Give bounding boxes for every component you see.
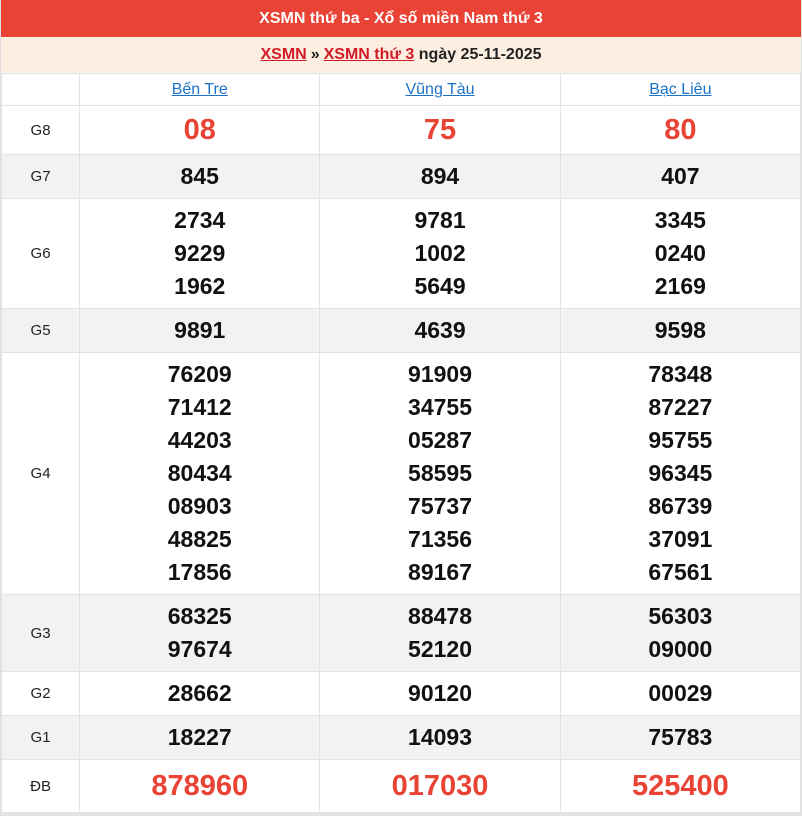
prize-number: 34755 <box>408 394 473 420</box>
prize-number: 68325 <box>167 603 232 629</box>
prize-cell <box>80 353 320 595</box>
prize-label: G7 <box>2 155 80 199</box>
prize-number: 2169 <box>654 273 706 299</box>
prize-cell <box>560 595 800 672</box>
prize-number: 5649 <box>414 273 466 299</box>
prize-cell <box>80 672 320 716</box>
prize-number: 9229 <box>174 240 226 266</box>
prize-number: 9598 <box>654 317 706 343</box>
breadcrumb-separator: » <box>310 46 320 63</box>
prize-label: G3 <box>2 595 80 672</box>
prize-number: 86739 <box>648 493 713 519</box>
prize-cell <box>560 155 800 199</box>
prize-number: 71356 <box>408 526 473 552</box>
prize-cell <box>80 716 320 760</box>
prize-row-g4 <box>2 353 801 595</box>
prize-number: 88478 <box>408 603 473 629</box>
prize-number: 17856 <box>167 559 232 585</box>
prize-number: 09000 <box>648 636 713 662</box>
prize-number: 95755 <box>648 427 713 453</box>
prize-cell <box>320 106 560 155</box>
prize-number: 1002 <box>414 240 466 266</box>
prize-row-g5 <box>2 309 801 353</box>
prize-cell <box>320 199 560 309</box>
prize-number: 75 <box>423 113 457 146</box>
prize-number: 14093 <box>408 724 473 750</box>
prize-label: G5 <box>2 309 80 353</box>
prize-label: ĐB <box>2 760 80 813</box>
prize-number: 28662 <box>167 680 232 706</box>
prize-number: 80 <box>664 113 697 146</box>
prize-cell <box>320 760 560 813</box>
prize-number: 0240 <box>654 240 706 266</box>
prize-cell <box>560 309 800 353</box>
prize-label: G6 <box>2 199 80 309</box>
province-link-bac-lieu[interactable]: Bạc Liêu <box>649 80 712 98</box>
prize-cell <box>80 595 320 672</box>
prize-number: 80434 <box>167 460 232 486</box>
prize-number: 97674 <box>167 636 232 662</box>
prize-number: 1962 <box>174 273 226 299</box>
prize-cell <box>320 716 560 760</box>
breadcrumb-link-xsmn-thu-3[interactable]: XSMN thứ 3 <box>323 46 415 63</box>
prize-number-special: 525400 <box>631 769 729 802</box>
page-title: XSMN thứ ba - Xổ số miền Nam thứ 3 <box>1 0 801 37</box>
prize-cell <box>320 672 560 716</box>
prize-number: 48825 <box>167 526 232 552</box>
prize-number: 37091 <box>648 526 713 552</box>
prize-number: 52120 <box>408 636 473 662</box>
prize-number: 76209 <box>167 361 232 387</box>
prize-number: 08 <box>183 113 216 146</box>
prize-number: 9891 <box>174 317 226 343</box>
prize-number: 3345 <box>654 207 706 233</box>
prize-label: G2 <box>2 672 80 716</box>
prize-label: G1 <box>2 716 80 760</box>
prize-number: 90120 <box>408 680 473 706</box>
breadcrumb-link-xsmn[interactable]: XSMN <box>260 46 307 63</box>
prize-number: 18227 <box>167 724 232 750</box>
prize-cell <box>80 106 320 155</box>
prize-number: 44203 <box>167 427 232 453</box>
prize-row-g2 <box>2 672 801 716</box>
prize-cell <box>560 353 800 595</box>
prize-cell <box>560 716 800 760</box>
prize-number: 9781 <box>414 207 466 233</box>
prize-number-special: 878960 <box>151 769 249 802</box>
prize-number: 00029 <box>648 680 713 706</box>
prize-number: 75783 <box>648 724 713 750</box>
prize-number-special: 017030 <box>391 769 489 802</box>
prize-cell <box>80 760 320 813</box>
prize-row-special <box>2 760 801 813</box>
prize-number: 05287 <box>408 427 473 453</box>
prize-number: 894 <box>420 163 460 189</box>
prize-row-g6 <box>2 199 801 309</box>
prize-number: 87227 <box>648 394 713 420</box>
prize-row-g3 <box>2 595 801 672</box>
prize-number: 845 <box>180 163 219 189</box>
prize-cell <box>560 199 800 309</box>
prize-cell <box>560 672 800 716</box>
prize-number: 58595 <box>408 460 473 486</box>
prize-number: 56303 <box>648 603 713 629</box>
prize-label: G4 <box>2 353 80 595</box>
prize-number: 75737 <box>408 493 473 519</box>
prize-cell <box>560 760 800 813</box>
prize-number: 407 <box>661 163 700 189</box>
prize-number: 89167 <box>408 559 473 585</box>
prize-row-g1 <box>2 716 801 760</box>
prize-cell <box>320 155 560 199</box>
province-link-ben-tre[interactable]: Bến Tre <box>171 80 228 98</box>
breadcrumb <box>1 37 801 73</box>
prize-number: 2734 <box>174 207 226 233</box>
prize-cell <box>80 309 320 353</box>
header-corner <box>2 74 80 106</box>
prize-number: 91909 <box>408 361 473 387</box>
prize-cell <box>80 155 320 199</box>
breadcrumb-date: ngày 25-11-2025 <box>418 46 542 63</box>
prize-cell <box>560 106 800 155</box>
prize-row-g8 <box>2 106 801 155</box>
prize-number: 96345 <box>648 460 713 486</box>
prize-row-g7 <box>2 155 801 199</box>
prize-number: 08903 <box>167 493 232 519</box>
results-table <box>1 73 801 813</box>
province-link-vung-tau[interactable]: Vũng Tàu <box>405 80 475 98</box>
prize-number: 4639 <box>414 317 466 343</box>
province-header-row <box>2 74 801 106</box>
prize-number: 71412 <box>167 394 232 420</box>
prize-number: 67561 <box>648 559 713 585</box>
prize-cell <box>320 595 560 672</box>
prize-number: 78348 <box>648 361 713 387</box>
prize-cell <box>320 353 560 595</box>
prize-label: G8 <box>2 106 80 155</box>
prize-cell <box>320 309 560 353</box>
prize-cell <box>80 199 320 309</box>
